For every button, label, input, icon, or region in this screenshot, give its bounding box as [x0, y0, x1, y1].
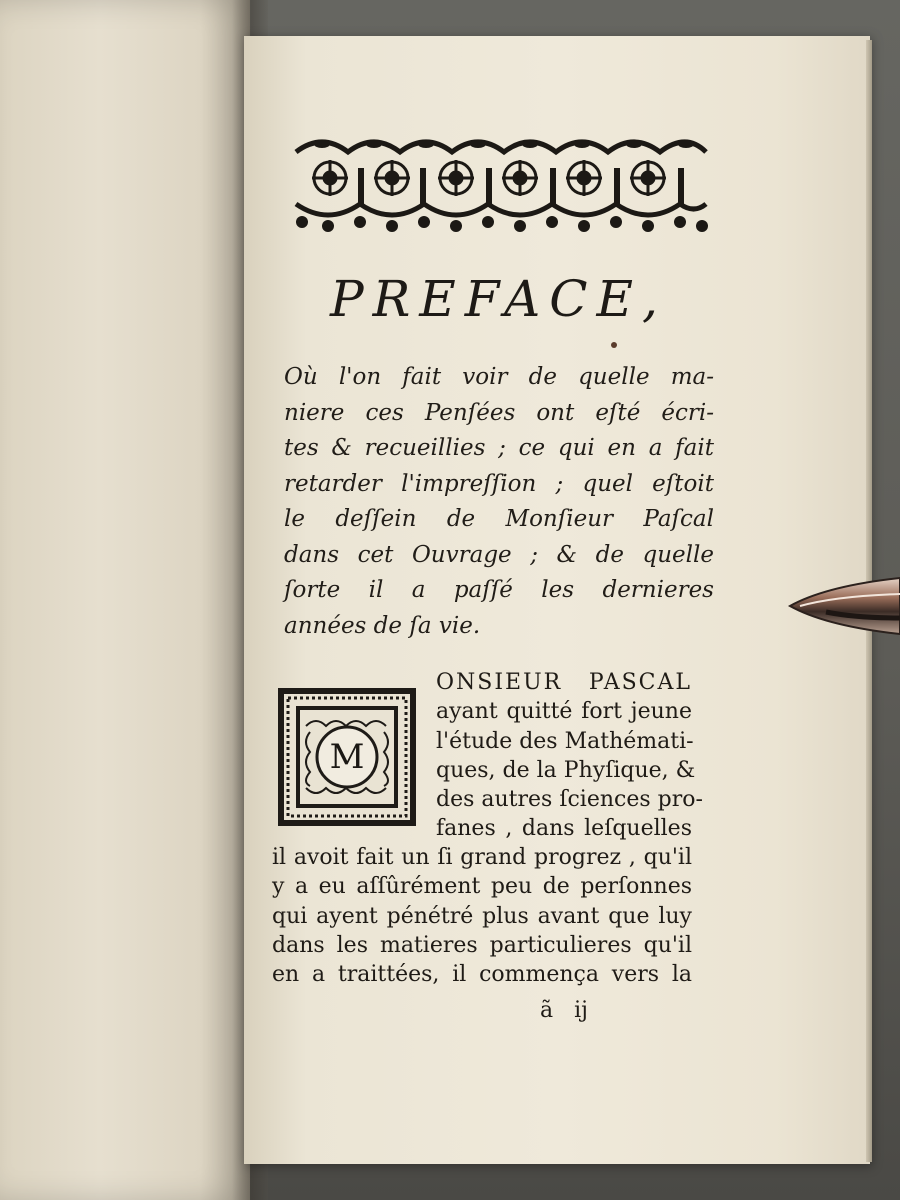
- summary-line: niere ces Penſées ont eſté écri-: [284, 399, 714, 426]
- body-line: ONSIEUR PASCAL: [436, 670, 692, 695]
- page-title: PREFACE,: [330, 270, 667, 328]
- initial-letter: M: [329, 737, 365, 777]
- summary-line: années de ſa vie.: [284, 612, 481, 639]
- preface-summary: [284, 360, 714, 644]
- body-line: il avoit fait un ſi grand progrez , qu'il: [272, 845, 692, 870]
- summary-line: retarder l'impreſſion ; quel eſtoit: [284, 470, 714, 497]
- body-text-full-width: [272, 843, 692, 989]
- summary-line: Où l'on fait voir de quelle ma-: [284, 364, 714, 390]
- body-line: en a traittées, il commença vers la: [272, 962, 692, 988]
- summary-line: dans cet Ouvrage ; & de quelle: [284, 541, 714, 568]
- metal-pointer-icon: [786, 572, 900, 638]
- body-line: fanes , dans leſquelles: [436, 816, 692, 842]
- body-line: des autres ſciences pro-: [436, 787, 703, 813]
- summary-line: tes & recueillies ; ce qui en a fait: [284, 435, 714, 461]
- left-page: [0, 0, 250, 1200]
- body-line: qui ayent pénétré plus avant que luy: [272, 903, 692, 929]
- body-line: dans les matieres particulieres qu'il: [272, 932, 692, 958]
- body-line: y a eu aſſûrément peu de perſonnes: [272, 874, 692, 900]
- body-line: ques, de la Phyſique, &: [436, 757, 696, 783]
- signature-mark: ã ij: [540, 998, 588, 1023]
- summary-line: ſorte il a paſſé les dernieres: [284, 577, 714, 603]
- decorated-initial: [276, 686, 418, 828]
- ornamental-headpiece: [292, 130, 710, 236]
- body-line: ayant quitté fort jeune: [436, 699, 692, 725]
- body-line: l'étude des Mathémati-: [436, 728, 694, 754]
- body-text-beside-initial: [436, 668, 703, 844]
- summary-line: le deſſein de Monſieur Paſcal: [284, 506, 714, 532]
- ink-speck: [611, 342, 617, 348]
